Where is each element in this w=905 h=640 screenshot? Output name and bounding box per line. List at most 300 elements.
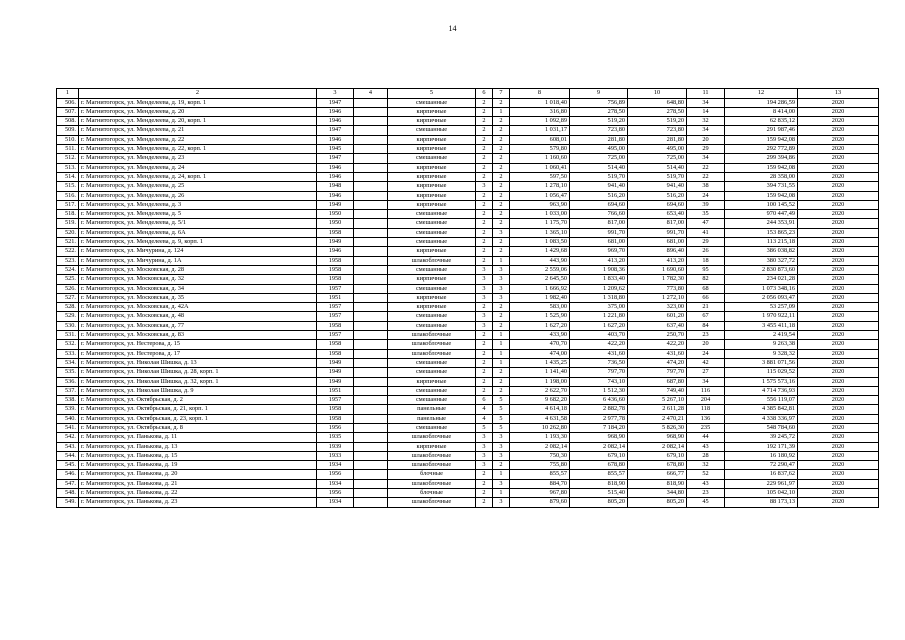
header-cell-3: 3 xyxy=(317,89,354,99)
cell-residents: 67 xyxy=(687,312,725,321)
cell-address: г. Магнитогорск, ул. Московская, д. 32 xyxy=(79,275,317,284)
cell-row-number: 540. xyxy=(57,414,79,423)
cell-wall-material: шлакоблочные xyxy=(388,498,476,507)
cell-residents: 32 xyxy=(687,461,725,470)
cell-floors: 2 xyxy=(476,228,493,237)
cell-total-area: 433,90 xyxy=(510,331,570,340)
cell-residents: 41 xyxy=(687,228,725,237)
cell-entrances: 1 xyxy=(493,107,510,116)
table-row xyxy=(57,377,879,386)
cell-wall-material: смешанные xyxy=(388,154,476,163)
cell-residents: 44 xyxy=(687,433,725,442)
cell-cost: 548 784,60 xyxy=(725,423,798,432)
cell-residents: 22 xyxy=(687,163,725,172)
cell-col-4 xyxy=(354,200,388,209)
cell-residential-area: 749,40 xyxy=(628,386,687,395)
cell-total-area: 1 193,30 xyxy=(510,433,570,442)
cell-cost: 386 038,82 xyxy=(725,247,798,256)
cell-construction-year: 1958 xyxy=(317,321,354,330)
cell-row-number: 529. xyxy=(57,312,79,321)
cell-entrances: 2 xyxy=(493,172,510,181)
cell-entrances: 3 xyxy=(493,284,510,293)
table-row xyxy=(57,98,879,107)
cell-col-4 xyxy=(354,414,388,423)
cell-total-area: 2 645,50 xyxy=(510,275,570,284)
cell-col-4 xyxy=(354,303,388,312)
cell-cost: 3 881 071,56 xyxy=(725,358,798,367)
cell-address: г. Магнитогорск, ул. Менделеева, д. 9, корп. 1 xyxy=(79,238,317,247)
cell-address: г. Магнитогорск, ул. Николая Шишка, д. 32, корп. 1 xyxy=(79,377,317,386)
cell-living-area: 968,90 xyxy=(570,433,628,442)
cell-construction-year: 1947 xyxy=(317,98,354,107)
cell-residents: 235 xyxy=(687,423,725,432)
cell-address: г. Магнитогорск, ул. Панькова, д. 23 xyxy=(79,498,317,507)
cell-year: 2020 xyxy=(798,293,879,302)
header-cell-4: 4 xyxy=(354,89,388,99)
cell-year: 2020 xyxy=(798,219,879,228)
cell-cost: 53 257,09 xyxy=(725,303,798,312)
cell-floors: 3 xyxy=(476,284,493,293)
cell-residential-area: 991,70 xyxy=(628,228,687,237)
cell-floors: 2 xyxy=(476,331,493,340)
cell-cost: 1 970 922,11 xyxy=(725,312,798,321)
cell-entrances: 2 xyxy=(493,303,510,312)
cell-construction-year: 1957 xyxy=(317,312,354,321)
table-row xyxy=(57,265,879,274)
cell-construction-year: 1946 xyxy=(317,107,354,116)
cell-cost: 105 042,10 xyxy=(725,489,798,498)
cell-cost: 113 215,18 xyxy=(725,238,798,247)
cell-entrances: 2 xyxy=(493,117,510,126)
cell-address: г. Магнитогорск, ул. Панькова, д. 15 xyxy=(79,451,317,460)
cell-cost: 16 837,62 xyxy=(725,470,798,479)
cell-wall-material: смешанные xyxy=(388,219,476,228)
cell-cost: 2 830 873,60 xyxy=(725,265,798,274)
cell-floors: 2 xyxy=(476,219,493,228)
cell-address: г. Магнитогорск, ул. Менделеева, д. 25 xyxy=(79,182,317,191)
cell-year: 2020 xyxy=(798,265,879,274)
cell-cost: 4 714 736,93 xyxy=(725,386,798,395)
cell-construction-year: 1958 xyxy=(317,340,354,349)
cell-col-4 xyxy=(354,219,388,228)
cell-residents: 43 xyxy=(687,442,725,451)
cell-total-area: 470,70 xyxy=(510,340,570,349)
cell-address: г. Магнитогорск, ул. Московская, д. 42А xyxy=(79,303,317,312)
cell-floors: 2 xyxy=(476,98,493,107)
cell-total-area: 2 082,14 xyxy=(510,442,570,451)
cell-residents: 95 xyxy=(687,265,725,274)
cell-year: 2020 xyxy=(798,489,879,498)
cell-cost: 556 119,07 xyxy=(725,396,798,405)
cell-cost: 244 353,91 xyxy=(725,219,798,228)
cell-year: 2020 xyxy=(798,154,879,163)
table-row xyxy=(57,228,879,237)
table-row xyxy=(57,368,879,377)
cell-total-area: 884,70 xyxy=(510,479,570,488)
cell-residential-area: 431,60 xyxy=(628,349,687,358)
cell-col-4 xyxy=(354,321,388,330)
cell-entrances: 1 xyxy=(493,349,510,358)
table-row xyxy=(57,433,879,442)
cell-construction-year: 1939 xyxy=(317,442,354,451)
cell-year: 2020 xyxy=(798,200,879,209)
cell-residential-area: 2 470,21 xyxy=(628,414,687,423)
cell-floors: 2 xyxy=(476,145,493,154)
cell-col-4 xyxy=(354,377,388,386)
cell-construction-year: 1956 xyxy=(317,489,354,498)
cell-residential-area: 678,80 xyxy=(628,461,687,470)
cell-living-area: 1 908,36 xyxy=(570,265,628,274)
cell-total-area: 1 666,92 xyxy=(510,284,570,293)
table-row xyxy=(57,117,879,126)
cell-living-area: 413,20 xyxy=(570,256,628,265)
cell-residents: 34 xyxy=(687,126,725,135)
cell-wall-material: шлакоблочные xyxy=(388,433,476,442)
cell-wall-material: кирпичные xyxy=(388,172,476,181)
cell-floors: 3 xyxy=(476,275,493,284)
cell-total-area: 1 056,47 xyxy=(510,191,570,200)
cell-residents: 24 xyxy=(687,191,725,200)
cell-residents: 28 xyxy=(687,451,725,460)
cell-col-4 xyxy=(354,135,388,144)
cell-entrances: 3 xyxy=(493,498,510,507)
cell-address: г. Магнитогорск, ул. Московская, д. 48 xyxy=(79,312,317,321)
cell-living-area: 855,57 xyxy=(570,470,628,479)
cell-residents: 18 xyxy=(687,256,725,265)
cell-col-4 xyxy=(354,98,388,107)
cell-living-area: 1 318,80 xyxy=(570,293,628,302)
cell-floors: 4 xyxy=(476,405,493,414)
cell-col-4 xyxy=(354,126,388,135)
cell-total-area: 1 278,10 xyxy=(510,182,570,191)
cell-year: 2020 xyxy=(798,228,879,237)
cell-row-number: 515. xyxy=(57,182,79,191)
cell-row-number: 517. xyxy=(57,200,79,209)
cell-entrances: 2 xyxy=(493,321,510,330)
table-row xyxy=(57,405,879,414)
cell-living-area: 1 627,20 xyxy=(570,321,628,330)
table-row xyxy=(57,414,879,423)
cell-wall-material: смешанные xyxy=(388,358,476,367)
cell-residents: 35 xyxy=(687,210,725,219)
cell-construction-year: 1956 xyxy=(317,423,354,432)
cell-wall-material: кирпичные xyxy=(388,247,476,256)
cell-wall-material: панельные xyxy=(388,405,476,414)
cell-entrances: 2 xyxy=(493,191,510,200)
cell-construction-year: 1958 xyxy=(317,275,354,284)
cell-floors: 2 xyxy=(476,489,493,498)
cell-year: 2020 xyxy=(798,135,879,144)
cell-wall-material: смешанные xyxy=(388,368,476,377)
cell-residential-area: 422,20 xyxy=(628,340,687,349)
cell-row-number: 543. xyxy=(57,442,79,451)
cell-floors: 3 xyxy=(476,461,493,470)
cell-living-area: 278,50 xyxy=(570,107,628,116)
cell-living-area: 422,20 xyxy=(570,340,628,349)
cell-col-4 xyxy=(354,489,388,498)
cell-wall-material: шлакоблочные xyxy=(388,340,476,349)
cell-col-4 xyxy=(354,368,388,377)
cell-address: г. Магнитогорск, ул. Мичурина, д. 1А xyxy=(79,256,317,265)
cell-floors: 2 xyxy=(476,200,493,209)
cell-construction-year: 1934 xyxy=(317,479,354,488)
cell-living-area: 766,60 xyxy=(570,210,628,219)
cell-wall-material: смешанные xyxy=(388,228,476,237)
cell-total-area: 1 060,41 xyxy=(510,163,570,172)
cell-wall-material: шлакоблочные xyxy=(388,461,476,470)
cell-year: 2020 xyxy=(798,405,879,414)
cell-wall-material: шлакоблочные xyxy=(388,256,476,265)
table-row xyxy=(57,442,879,451)
cell-construction-year: 1946 xyxy=(317,117,354,126)
cell-entrances: 1 xyxy=(493,331,510,340)
cell-living-area: 817,00 xyxy=(570,219,628,228)
cell-floors: 3 xyxy=(476,265,493,274)
cell-entrances: 1 xyxy=(493,358,510,367)
cell-floors: 2 xyxy=(476,368,493,377)
table-row xyxy=(57,498,879,507)
table-row xyxy=(57,182,879,191)
cell-wall-material: кирпичные xyxy=(388,442,476,451)
cell-address: г. Магнитогорск, ул. Менделеева, д. 21 xyxy=(79,126,317,135)
cell-row-number: 526. xyxy=(57,284,79,293)
cell-wall-material: кирпичные xyxy=(388,163,476,172)
cell-year: 2020 xyxy=(798,303,879,312)
cell-residential-area: 278,50 xyxy=(628,107,687,116)
cell-total-area: 963,90 xyxy=(510,200,570,209)
cell-address: г. Магнитогорск, ул. Московская, д. 34 xyxy=(79,284,317,293)
cell-residents: 38 xyxy=(687,182,725,191)
cell-wall-material: кирпичные xyxy=(388,303,476,312)
cell-living-area: 991,70 xyxy=(570,228,628,237)
cell-year: 2020 xyxy=(798,396,879,405)
cell-floors: 2 xyxy=(476,386,493,395)
cell-address: г. Магнитогорск, ул. Менделеева, д. 24 xyxy=(79,163,317,172)
cell-col-4 xyxy=(354,154,388,163)
table-row xyxy=(57,386,879,395)
cell-construction-year: 1946 xyxy=(317,191,354,200)
cell-row-number: 525. xyxy=(57,275,79,284)
cell-construction-year: 1950 xyxy=(317,219,354,228)
cell-col-4 xyxy=(354,405,388,414)
cell-entrances: 3 xyxy=(493,442,510,451)
cell-total-area: 1 365,10 xyxy=(510,228,570,237)
cell-residents: 23 xyxy=(687,331,725,340)
cell-col-4 xyxy=(354,182,388,191)
cell-residents: 27 xyxy=(687,368,725,377)
cell-cost: 1 575 573,16 xyxy=(725,377,798,386)
cell-floors: 2 xyxy=(476,163,493,172)
cell-row-number: 522. xyxy=(57,247,79,256)
cell-wall-material: блочные xyxy=(388,489,476,498)
cell-col-4 xyxy=(354,145,388,154)
cell-row-number: 544. xyxy=(57,451,79,460)
cell-total-area: 474,00 xyxy=(510,349,570,358)
cell-living-area: 2 882,78 xyxy=(570,405,628,414)
cell-construction-year: 1946 xyxy=(317,163,354,172)
cell-wall-material: шлакоблочные xyxy=(388,479,476,488)
table-row xyxy=(57,219,879,228)
cell-residential-area: 344,80 xyxy=(628,489,687,498)
cell-residents: 204 xyxy=(687,396,725,405)
cell-residents: 34 xyxy=(687,377,725,386)
cell-address: г. Магнитогорск, ул. Панькова, д. 20 xyxy=(79,470,317,479)
cell-living-area: 941,40 xyxy=(570,182,628,191)
cell-cost: 394 731,55 xyxy=(725,182,798,191)
cell-construction-year: 1948 xyxy=(317,182,354,191)
cell-residential-area: 723,80 xyxy=(628,126,687,135)
cell-residential-area: 773,80 xyxy=(628,284,687,293)
cell-living-area: 6 436,60 xyxy=(570,396,628,405)
cell-col-4 xyxy=(354,386,388,395)
cell-residential-area: 281,80 xyxy=(628,135,687,144)
cell-row-number: 523. xyxy=(57,256,79,265)
cell-residential-area: 519,70 xyxy=(628,172,687,181)
cell-wall-material: кирпичные xyxy=(388,135,476,144)
cell-residential-area: 648,80 xyxy=(628,98,687,107)
cell-address: г. Магнитогорск, ул. Панькова, д. 21 xyxy=(79,479,317,488)
cell-total-area: 1 198,00 xyxy=(510,377,570,386)
cell-row-number: 530. xyxy=(57,321,79,330)
cell-residents: 23 xyxy=(687,489,725,498)
cell-entrances: 5 xyxy=(493,414,510,423)
cell-entrances: 2 xyxy=(493,461,510,470)
cell-construction-year: 1947 xyxy=(317,126,354,135)
table-row xyxy=(57,210,879,219)
cell-residents: 84 xyxy=(687,321,725,330)
cell-cost: 159 942,08 xyxy=(725,163,798,172)
cell-cost: 2 056 093,47 xyxy=(725,293,798,302)
cell-total-area: 4 631,58 xyxy=(510,414,570,423)
cell-wall-material: смешанные xyxy=(388,321,476,330)
table-row xyxy=(57,423,879,432)
cell-entrances: 1 xyxy=(493,489,510,498)
cell-wall-material: кирпичные xyxy=(388,107,476,116)
cell-year: 2020 xyxy=(798,247,879,256)
cell-col-4 xyxy=(354,433,388,442)
cell-construction-year: 1951 xyxy=(317,386,354,395)
cell-residents: 26 xyxy=(687,247,725,256)
cell-row-number: 513. xyxy=(57,163,79,172)
cell-col-4 xyxy=(354,479,388,488)
cell-living-area: 2 082,14 xyxy=(570,442,628,451)
cell-living-area: 515,40 xyxy=(570,489,628,498)
cell-entrances: 2 xyxy=(493,145,510,154)
cell-cost: 16 180,92 xyxy=(725,451,798,460)
cell-total-area: 2 622,70 xyxy=(510,386,570,395)
cell-wall-material: шлакоблочные xyxy=(388,349,476,358)
cell-residential-area: 653,40 xyxy=(628,210,687,219)
cell-year: 2020 xyxy=(798,312,879,321)
cell-entrances: 3 xyxy=(493,228,510,237)
cell-floors: 4 xyxy=(476,414,493,423)
cell-floors: 3 xyxy=(476,442,493,451)
header-cell-12: 12 xyxy=(725,89,798,99)
cell-entrances: 2 xyxy=(493,368,510,377)
cell-wall-material: смешанные xyxy=(388,284,476,293)
cell-entrances: 2 xyxy=(493,98,510,107)
table-row xyxy=(57,145,879,154)
table-row xyxy=(57,107,879,116)
cell-address: г. Магнитогорск, ул. Московская, д. 28 xyxy=(79,265,317,274)
cell-wall-material: смешанные xyxy=(388,126,476,135)
cell-residential-area: 519,20 xyxy=(628,117,687,126)
cell-living-area: 694,60 xyxy=(570,200,628,209)
cell-total-area: 1 160,60 xyxy=(510,154,570,163)
cell-residential-area: 5 826,30 xyxy=(628,423,687,432)
cell-cost: 234 021,28 xyxy=(725,275,798,284)
cell-row-number: 547. xyxy=(57,479,79,488)
cell-col-4 xyxy=(354,331,388,340)
cell-residents: 52 xyxy=(687,470,725,479)
cell-cost: 299 394,86 xyxy=(725,154,798,163)
cell-living-area: 403,70 xyxy=(570,331,628,340)
cell-year: 2020 xyxy=(798,238,879,247)
cell-entrances: 2 xyxy=(493,163,510,172)
cell-address: г. Магнитогорск, ул. Менделеева, д. 22, корп. 1 xyxy=(79,145,317,154)
cell-floors: 2 xyxy=(476,498,493,507)
cell-col-4 xyxy=(354,107,388,116)
cell-wall-material: кирпичные xyxy=(388,275,476,284)
cell-construction-year: 1946 xyxy=(317,172,354,181)
cell-residents: 29 xyxy=(687,145,725,154)
table-row xyxy=(57,284,879,293)
cell-living-area: 281,80 xyxy=(570,135,628,144)
cell-address: г. Магнитогорск, ул. Нестерова, д. 17 xyxy=(79,349,317,358)
cell-entrances: 2 xyxy=(493,219,510,228)
cell-cost: 72 290,47 xyxy=(725,461,798,470)
cell-total-area: 1 175,70 xyxy=(510,219,570,228)
cell-row-number: 506. xyxy=(57,98,79,107)
cell-row-number: 514. xyxy=(57,172,79,181)
cell-year: 2020 xyxy=(798,163,879,172)
cell-construction-year: 1945 xyxy=(317,145,354,154)
cell-residential-area: 516,20 xyxy=(628,191,687,200)
cell-construction-year: 1934 xyxy=(317,461,354,470)
header-row xyxy=(57,89,879,99)
table-row xyxy=(57,331,879,340)
cell-col-4 xyxy=(354,349,388,358)
cell-address: г. Магнитогорск, ул. Менделеева, д. 6А xyxy=(79,228,317,237)
cell-entrances: 5 xyxy=(493,396,510,405)
cell-construction-year: 1957 xyxy=(317,396,354,405)
cell-address: г. Магнитогорск, ул. Николая Шишка, д. 9 xyxy=(79,386,317,395)
table-row xyxy=(57,191,879,200)
cell-residential-area: 1 690,60 xyxy=(628,265,687,274)
cell-residential-area: 1 782,30 xyxy=(628,275,687,284)
cell-floors: 3 xyxy=(476,182,493,191)
cell-row-number: 539. xyxy=(57,405,79,414)
table-row xyxy=(57,154,879,163)
cell-total-area: 316,80 xyxy=(510,107,570,116)
cell-cost: 115 029,52 xyxy=(725,368,798,377)
table-row xyxy=(57,293,879,302)
cell-residential-area: 687,80 xyxy=(628,377,687,386)
cell-year: 2020 xyxy=(798,275,879,284)
header-cell-11: 11 xyxy=(687,89,725,99)
cell-address: г. Магнитогорск, ул. Московская, д. 35 xyxy=(79,293,317,302)
cell-cost: 8 414,00 xyxy=(725,107,798,116)
cell-row-number: 512. xyxy=(57,154,79,163)
cell-row-number: 511. xyxy=(57,145,79,154)
cell-total-area: 1 031,17 xyxy=(510,126,570,135)
cell-floors: 2 xyxy=(476,107,493,116)
cell-cost: 292 772,89 xyxy=(725,145,798,154)
cell-living-area: 1 209,62 xyxy=(570,284,628,293)
cell-cost: 4 385 842,81 xyxy=(725,405,798,414)
cell-living-area: 678,80 xyxy=(570,461,628,470)
cell-construction-year: 1958 xyxy=(317,256,354,265)
